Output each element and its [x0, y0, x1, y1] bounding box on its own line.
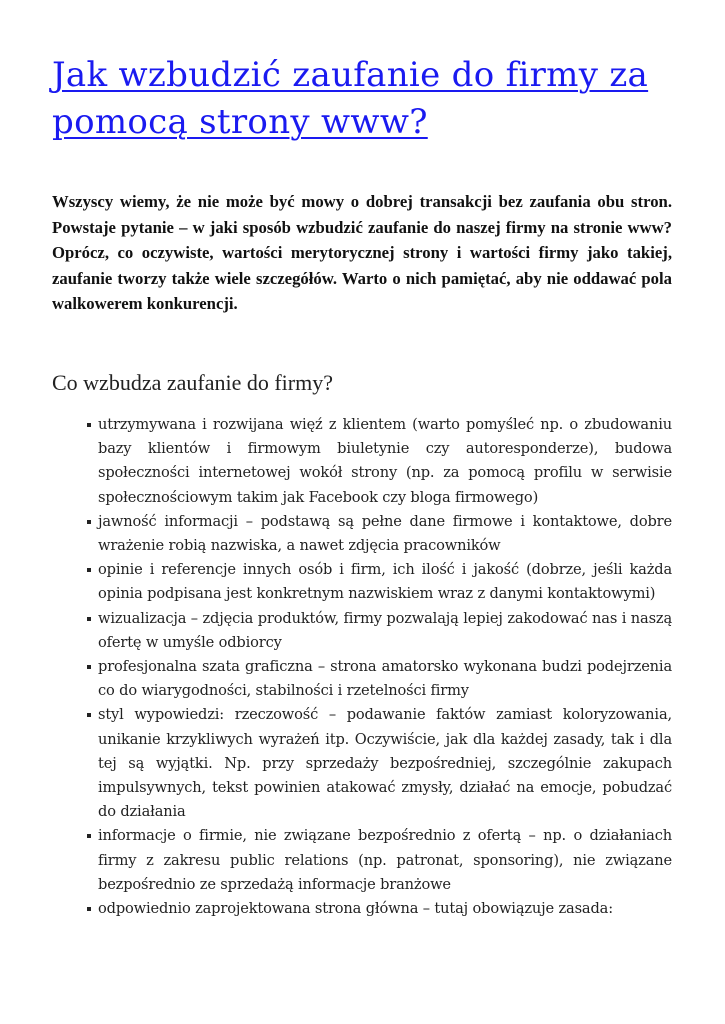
article — [52, 52, 672, 918]
list-item: profesjonalna szata graficzna – strona amatorsko wykonana budzi podejrzenia co do wiarygodności, stabilności i rzetelności firmy — [98, 655, 672, 703]
list-item: opinie i referencje innych osób i firm, ich ilość i jakość (dobrze, jeśli każda opinia podpisana jest konkretnym nazwiskiem wraz z danymi kontaktowymi) — [98, 558, 672, 606]
page-title — [52, 52, 672, 146]
title-link[interactable]: Jak wzbudzić zaufanie do firmy za pomocą strony www? — [52, 55, 649, 142]
section-heading: Co wzbudza zaufanie do firmy? — [52, 370, 333, 395]
list-item: styl wypowiedzi: rzeczowość – podawanie faktów zamiast koloryzowania, unikanie krzykliwych wyrażeń itp. Oczywiście, jak dla każdej zasady, tak i dla tej są wyjątki. Np. przy sprzedaży bezpośredniej, szczególnie zakupach impulsywnych, tekst powinien atakować zmysły, działać na emocje, pobudzać do działania — [98, 703, 672, 824]
list-item: informacje o firmie, nie związane bezpośrednio z ofertą – np. o działaniach firmy z zakresu public relations (np. patronat, sponsoring), nie związane bezpośrednio ze sprzedażą informacje branżowe — [98, 824, 672, 897]
list-item: utrzymywana i rozwijana więź z klientem (warto pomyśleć np. o zbudowaniu bazy klientów i firmowym biuletynie czy autoresponderze), budowa społeczności internetowej wokół strony (np. za pomocą profilu w serwisie społecznościowym takim jak Facebook czy bloga firmowego) — [98, 413, 672, 510]
bullet-list — [98, 413, 672, 921]
list-item: jawność informacji – podstawą są pełne dane firmowe i kontaktowe, dobre wrażenie robią nazwiska, a nawet zdjęcia pracowników — [98, 510, 672, 558]
list-item: odpowiednio zaprojektowana strona główna – tutaj obowiązuje zasada: — [98, 897, 672, 921]
article-intro: Wszyscy wiemy, że nie może być mowy o dobrej transakcji bez zaufania obu stron. Powstaje pytanie – w jaki sposób wzbudzić zaufanie do naszej firmy na stronie www? Oprócz, co oczywiste, wartości merytorycznej strony i wartości firmy jako takiej, zaufanie tworzy także wiele szczegółów. Warto o nich pamiętać, aby nie oddawać pola walkowerem konkurencji. — [52, 192, 672, 314]
list-item: wizualizacja – zdjęcia produktów, firmy pozwalają lepiej zakodować nas i naszą ofertę w umyśle odbiorcy — [98, 607, 672, 655]
